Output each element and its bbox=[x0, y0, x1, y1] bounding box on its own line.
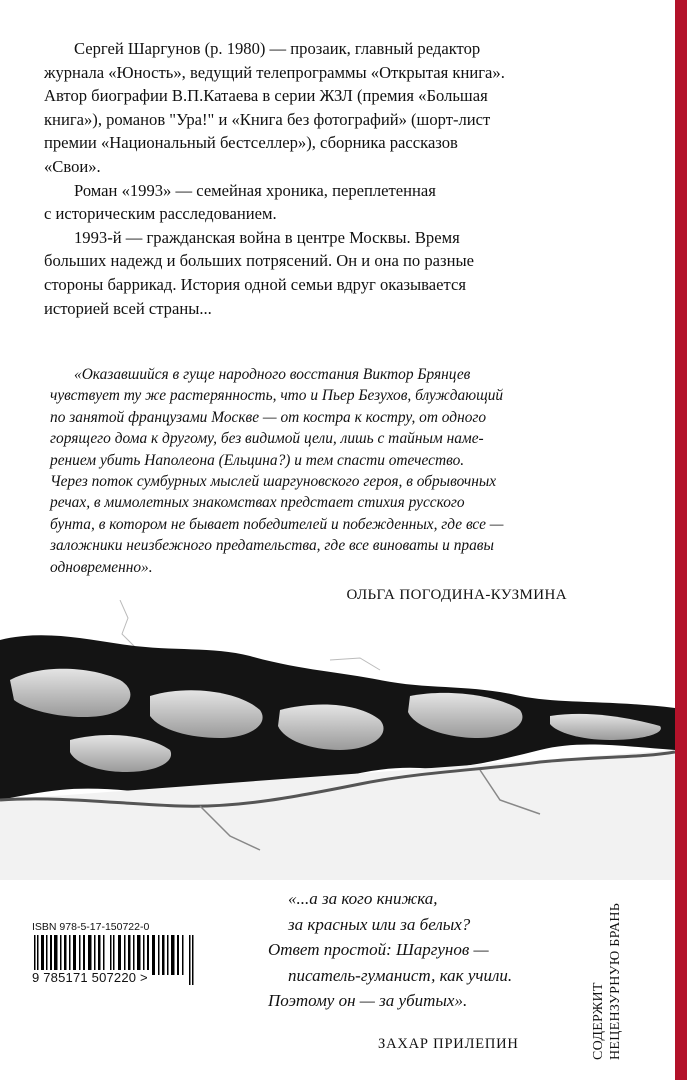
quote-line: одновременно». bbox=[50, 558, 153, 576]
quote-line: Поэтому он — за убитых». bbox=[268, 991, 468, 1010]
quote-line: бунта, в котором не бывает победителей и побежденных, где все — bbox=[50, 515, 504, 533]
quote-line: писатель-гуманист, как учили. bbox=[288, 965, 513, 985]
warning-line-2: НЕЦЕНЗУРНУЮ БРАНЬ bbox=[608, 902, 623, 1060]
quote-line: речах, в мимолетных знакомствах предстает стихия русского bbox=[50, 494, 465, 512]
quote-line: Ответ простой: Шаргунов — bbox=[268, 940, 489, 959]
quote-line: по занятой французами Москве — от костра к костру, от одного bbox=[50, 408, 487, 426]
annotation-paragraph-plot: 1993-й — гражданская война в центре Москвы. Время больших надежд и больших потрясений. Он и она по разные стороны баррикад. История одной семьи вдруг оказывается историей всей страны... bbox=[44, 227, 474, 318]
cracked-wall-illustration bbox=[0, 600, 675, 880]
quote-author-pogodina: ОЛЬГА ПОГОДИНА-КУЗМИНА bbox=[346, 587, 567, 603]
quote-line: чувствует ту же растерянность, что и Пьер Безухов, блуждающий bbox=[50, 387, 504, 405]
warning-line-1: СОДЕРЖИТ bbox=[591, 982, 606, 1060]
quote-line: рением убить Наполеона (Ельцина?) и тем спасти отечество. bbox=[50, 451, 465, 469]
isbn-label: ISBN 978-5-17-150722-0 bbox=[32, 921, 150, 933]
quote-author-prilepin: ЗАХАР ПРИЛЕПИН bbox=[378, 1036, 519, 1052]
quote-line: Через поток сумбурных мыслей шаргуновского героя, в обрывочных bbox=[50, 473, 497, 491]
book-annotation bbox=[44, 37, 640, 320]
review-quote-pogodina bbox=[50, 364, 640, 578]
quote-line: заложники неизбежного предательства, где все виноваты и правы bbox=[50, 537, 494, 555]
review-quote-prilepin bbox=[268, 886, 548, 1014]
quote-line: горящего дома к другому, без видимой цели, лишь с тайным наме- bbox=[50, 430, 484, 448]
profanity-warning bbox=[590, 903, 624, 1060]
quote-line: «...а за кого книжка, bbox=[288, 889, 438, 908]
red-spine-strip bbox=[675, 0, 687, 1080]
annotation-paragraph-novel: Роман «1993» — семейная хроника, переплетенная с историческим расследованием. bbox=[44, 180, 436, 224]
annotation-paragraph-author: Сергей Шаргунов (р. 1980) — прозаик, главный редактор журнала «Юность», ведущий телепрограммы «Открытая книга». Автор биографии В.П.Катаева в серии ЖЗЛ (премия «Большая книга»), романов "Ура!" и «Книга без фотографий» (шорт-лист премии «Национальный бестселлер»), сборника рассказов «Свои». bbox=[44, 39, 505, 176]
quote-line: «Оказавшийся в гуще народного восстания Виктор Брянцев bbox=[74, 366, 471, 383]
quote-line: за красных или за белых? bbox=[288, 914, 471, 934]
isbn-barcode bbox=[32, 921, 202, 1001]
barcode-digits: 9 785171 507220 > bbox=[32, 970, 148, 985]
